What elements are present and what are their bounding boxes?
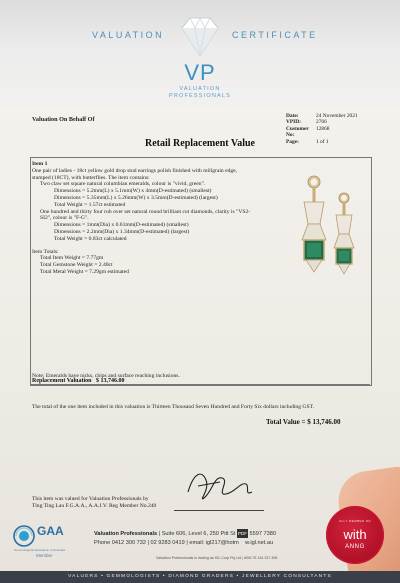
valuer-signature [180,462,258,510]
total-gemstone-weight: Total Gemstone Weight = 2.40ct [40,262,113,269]
signoff-text [32,496,156,510]
diamonds-line-1: One hundred and thirty four rub over set natural round brilliant cut diamonds, clarity is "VS2- [40,208,251,215]
earring-photo [292,168,362,353]
box-divider [30,384,370,385]
customer-label: Customer No: [286,125,309,139]
date-value: 24 November 2021 [316,113,358,119]
vp-sub-line-1: VALUATION [179,86,221,92]
item-description-line-1: One pair of ladies - 18ct yellow gold drop stud earrings polish finished with millgrain edge, [32,167,238,174]
date-label: Date: [286,113,299,119]
seal-with-text: with [343,527,367,542]
company-contact [94,529,276,548]
diamonds-dimensions-smallest: Dimensions = 1mm(Dia) x 0.61mm(D-estimated) (smallest) [54,222,189,229]
diamonds-dimensions-largest: Dimensions = 2.2mm(Dia) x 1.34mm(D-estimated) (largest) [54,228,190,235]
header-word-valuation: VALUATION [92,30,165,40]
earring-left [302,176,326,272]
signoff-line-1: This item was valued for Valuation Professionals by [32,496,149,502]
company-address-tail: 5597 7380 [249,531,276,537]
on-behalf-label: Valuation On Behalf Of [32,116,95,123]
meta-customer-row [286,126,358,139]
header-word-certificate: CERTIFICATE [232,30,318,40]
earring-right [334,193,354,274]
certificate-header [0,0,400,108]
rv-label: Replacement Valuation [32,378,92,384]
page-label: Page: [286,138,299,145]
rv-value: $ 13,746.00 [96,378,125,384]
company-web[interactable]: w.igl.net.au [245,540,274,546]
seal-name-text: ANNG [345,544,365,550]
signoff-line-2: Ting Ting Lau F.G.A.A., A.A.J.V. Reg Member No.240 [32,503,157,509]
company-phone-2: 02 9283 0419 [150,540,185,546]
total-metal-weight: Total Metal Weight = 7.29gm estimated [40,268,129,275]
contact-line-2: Phone 0412 300 732 | 02 9283 0419 | email: igl217@hotm w.igl.net.au [94,540,274,546]
company-email[interactable]: email: igl217@hotm [189,540,239,546]
vp-logo-subtitle [0,86,400,100]
gaa-logo-text: GAA [37,524,64,538]
diamonds-total-weight: Total Weight = 0.83ct calculated [54,235,127,242]
document-title: Retail Replacement Value [145,138,255,149]
company-address: Suite 606, Level 6, 250 Pitt St [161,531,236,537]
gaa-member-label: Member [36,553,53,558]
item-description [32,161,290,282]
item-totals-heading: Item Totals: [32,248,59,255]
total-value: Total Value = $ 13,746.00 [266,418,341,426]
emeralds-line: Two claw set square natural columbian emeralds, colour is "vivid, green". [40,181,206,188]
customer-value: 12868 [316,125,330,132]
vp-sub-line-2: PROFESSIONALS [168,93,232,99]
total-item-weight: Total Item Weight = 7.77gm [40,255,104,262]
item-heading: Item 1 [32,161,48,167]
item-note: Note: Emeralds have nicks, chips and surface reaching inclusions. [32,373,180,379]
emeralds-total-weight: Total Weight = 1.57ct estimated [54,201,126,208]
company-phone: Phone 0412 300 732 [94,540,146,546]
vpid-value: 2766 [316,119,327,126]
footer-services-bar: VALUERS • GEMMOLOGISTS • DIAMOND GRADERS • JEWELLERY CONSULTANTS [0,571,400,583]
emeralds-dimensions-largest: Dimensions = 5.35mm(L) x 5.26mm(W) x 3.5mm(D-estimated) (largest) [54,194,218,201]
total-sentence: The total of the one item included in this valuation is Thirteen Thousand Seven Hundred and Forty Six dollars including GST. [32,404,314,410]
company-name: Valuation Professionals [94,531,158,537]
signature-line [174,510,264,511]
diamonds-line-2: SI2", colour is "F-G". [40,215,89,222]
abn-line: Valuation Professionals is trading as IGL Corp Pty Ltd | ABN 75 134 337 496 [156,556,278,560]
gaa-logo-subtitle: Gemmological Association of Australia [14,548,65,552]
item-description-line-2: stamped (18CT), with butterflies. The item contains: [32,174,150,181]
vpid-label: VPID: [286,119,301,126]
with-anng-seal [326,506,384,564]
vp-logo-text: VP [184,60,216,85]
contact-line-1: Valuation Professionals | Suite 606, Level 6, 250 Pitt St PDF 5597 7380 [94,531,276,537]
emeralds-dimensions-smallest: Dimensions = 5.2mm(L) x 5.1mm(W) x 4mm(D-estimated) (smallest) [54,188,212,195]
seal-top-text: ALLY MEMBER NO [339,519,371,523]
pdf-badge: PDF [237,531,247,536]
page-value: 1 of 1 [316,138,329,145]
diamond-logo-icon [178,14,222,58]
